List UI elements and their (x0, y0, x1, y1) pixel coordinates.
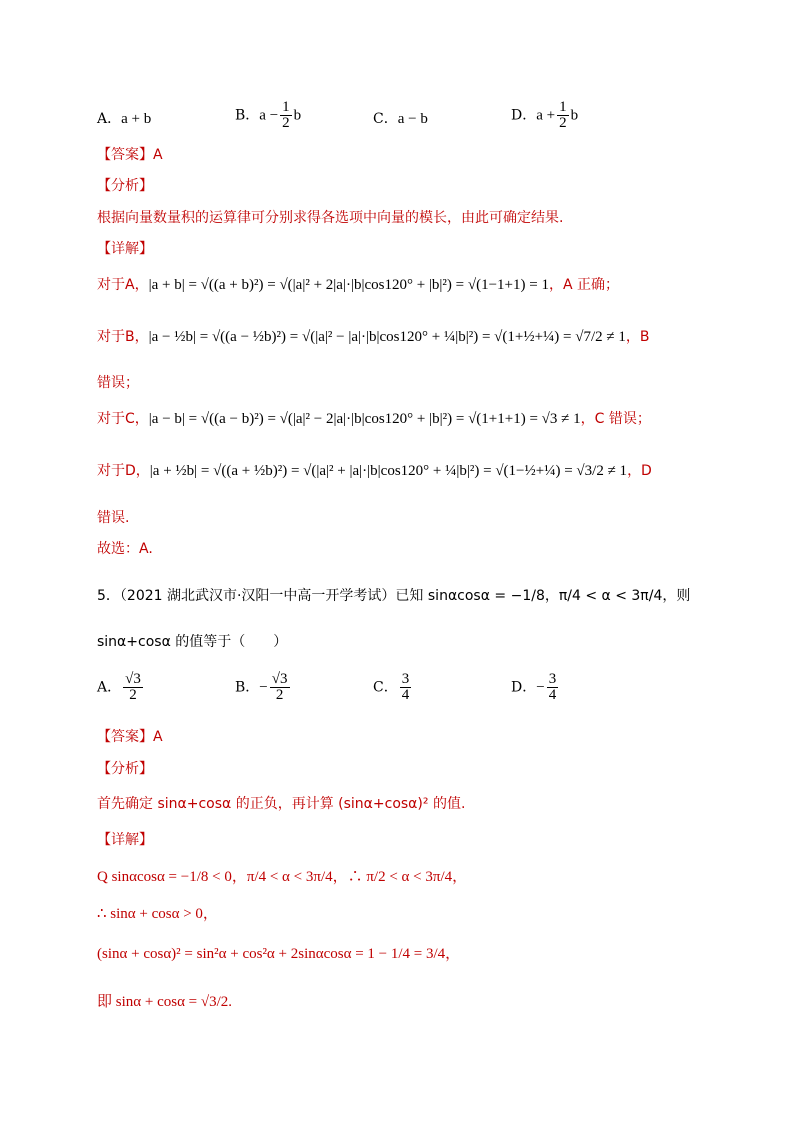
q4-option-a: A．a + b (97, 111, 152, 127)
q5-analysis: 首先确定 sinα+cosα 的正负，再计算 (sinα+cosα)² 的值. (97, 796, 466, 812)
q4-analysis-tag: 【分析】 (97, 178, 153, 194)
q4-option-c: C．a − b (373, 111, 428, 127)
q4-detail-b: 对于B，|a − ½b| = √((a − ½b)²) = √(|a|² − |a|·|b|cos120° + ¼|b|²) = √(1+½+¼) = √7/2 ≠ 1，B (97, 329, 650, 345)
q5-option-b: B．− $\frac{√3}{2}$ (235, 671, 288, 703)
q5-option-c: C． $\frac{3}{4}$ (373, 671, 410, 703)
q5-stem: 5．（2021 湖北武汉市·汉阳一中高一开学考试）已知 sinαcosα = −1/8，π/4 < α < 3π/4，则 (97, 588, 691, 604)
q4-detail-c: 对于C，|a − b| = √((a − b)²) = √(|a|² − 2|a|·|b|cos120° + |b|²) = √(1+1+1) = √3 ≠ 1，C 错误； (97, 411, 651, 427)
q4-option-b: B．a − $\frac{1}{2}$ b (235, 99, 302, 131)
q4-analysis: 根据向量数量积的运算律可分别求得各选项中向量的模长，由此可确定结果. (97, 210, 564, 226)
q4-detail-d-cont: 错误. (97, 510, 130, 526)
q5-option-d: D．− $\frac{3}{4}$ (511, 671, 557, 703)
q4-option-d: D．a + $\frac{1}{2}$ b (511, 99, 579, 131)
q5-detail-2: ∴ sinα + cosα > 0， (97, 906, 218, 922)
q4-detail-tag: 【详解】 (97, 241, 153, 257)
q4-detail-d: 对于D，|a + ½b| = √((a + ½b)²) = √(|a|² + |a|·|b|cos120° + ¼|b|²) = √(1−½+¼) = √3/2 ≠ 1，D (97, 463, 652, 479)
q5-detail-tag: 【详解】 (97, 832, 153, 848)
q5-answer: 【答案】A (97, 729, 163, 745)
q5-detail-3: (sinα + cosα)² = sin²α + cos²α + 2sinαcosα = 1 − 1/4 = 3/4， (97, 946, 461, 962)
q5-stem-2: sinα+cosα 的值等于（ ） (97, 634, 288, 650)
q5-detail-1: Q sinαcosα = −1/8 < 0，π/4 < α < 3π/4，∴ π/2 < α < 3π/4， (97, 869, 468, 885)
q5-detail-4: 即 sinα + cosα = √3/2. (97, 994, 233, 1010)
q4-choice: 故选：A. (97, 541, 153, 557)
q4-detail-a: 对于A，|a + b| = √((a + b)²) = √(|a|² + 2|a|·|b|cos120° + |b|²) = √(1−1+1) = 1，A 正确； (97, 277, 620, 293)
q5-option-a: A． $\frac{√3}{2}$ (97, 671, 141, 703)
q4-detail-b-cont: 错误； (97, 375, 139, 391)
q4-answer: 【答案】A (97, 147, 163, 163)
q5-analysis-tag: 【分析】 (97, 761, 153, 777)
